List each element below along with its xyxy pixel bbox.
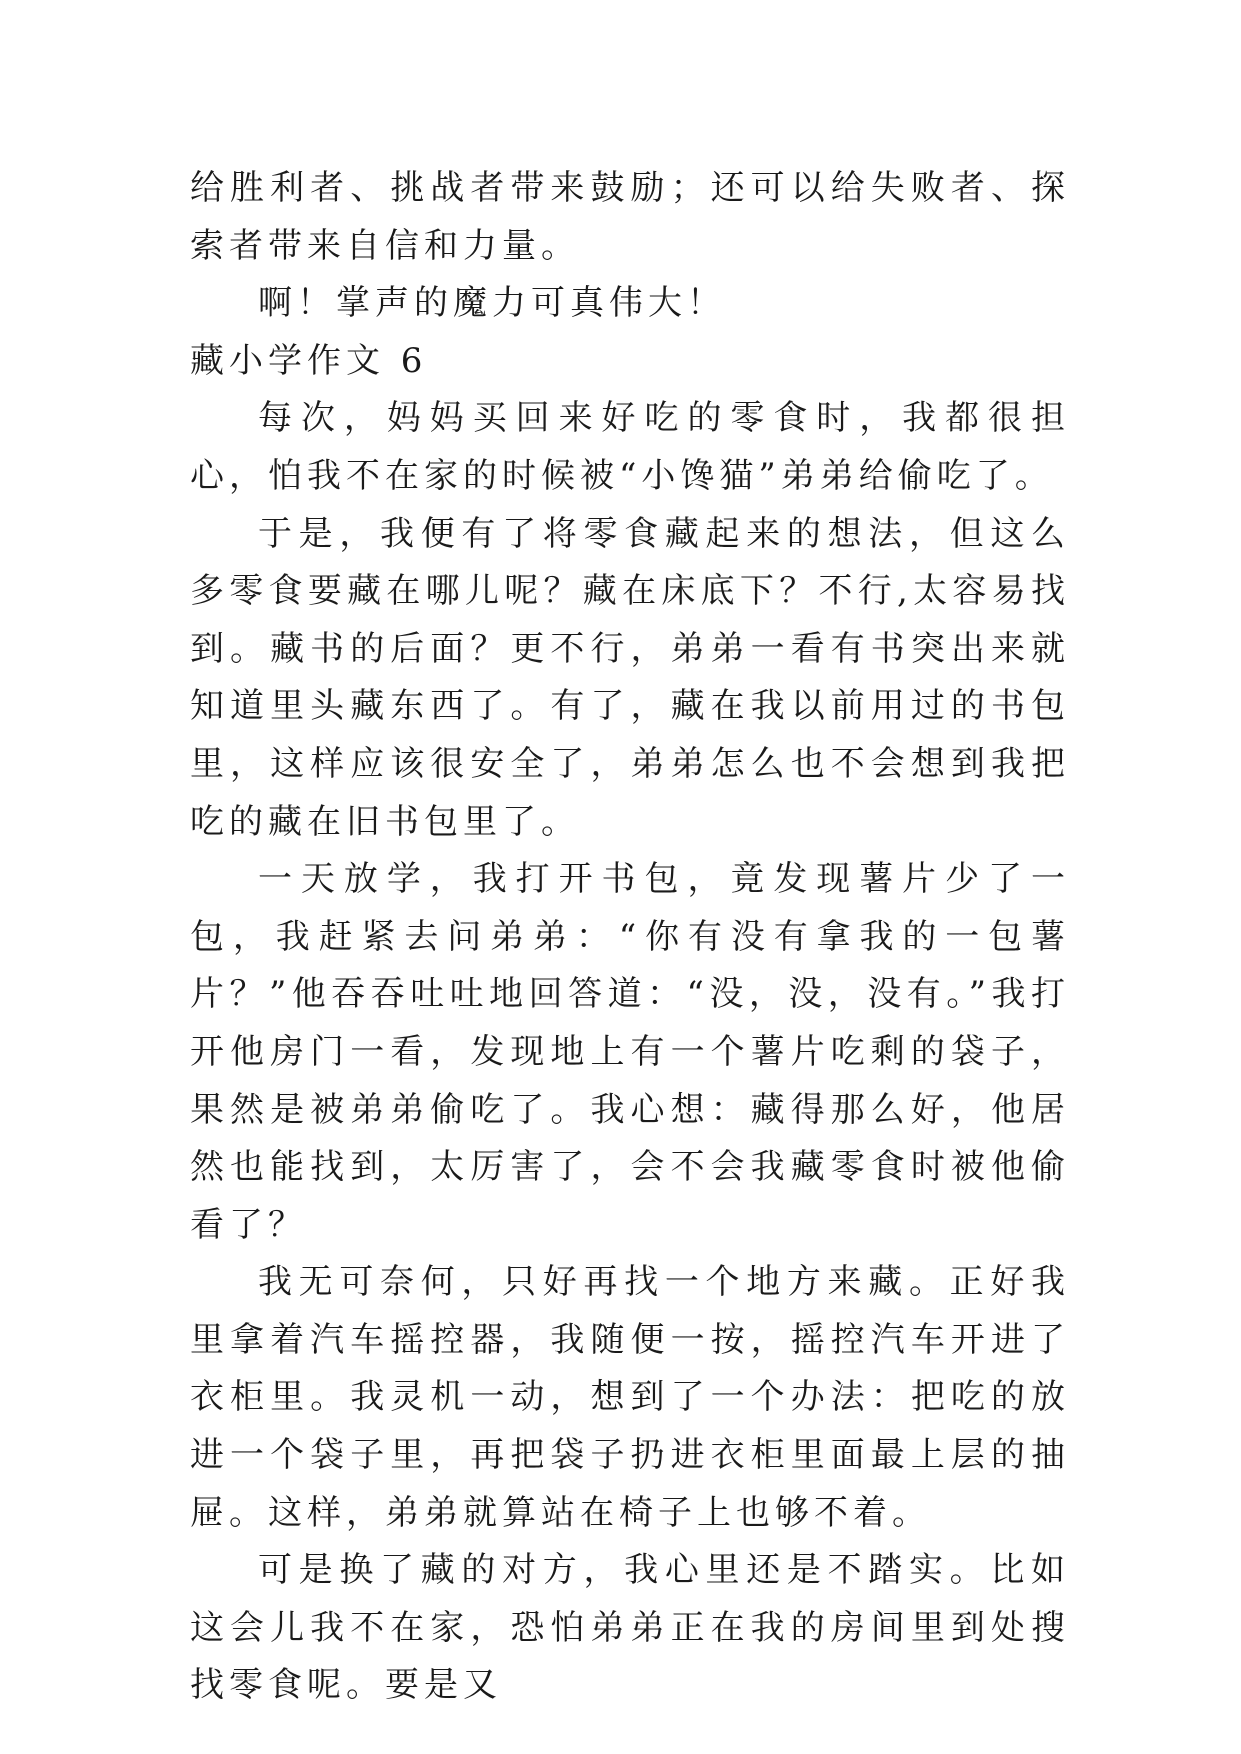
- document-body: [190, 160, 1070, 1715]
- paragraph: 每次，妈妈买回来好吃的零食时，我都很担心，怕我不在家的时候被“小馋猫”弟弟给偷吃了。: [190, 398, 1070, 496]
- paragraph: 一天放学，我打开书包，竟发现薯片少了一包，我赶紧去问弟弟：“你有没有拿我的一包薯片？”他吞吞吐吐地回答道：“没，没，没有。”我打开他房门一看，发现地上有一个薯片吃剩的袋子，果然是被弟弟偷吃了。我心想：藏得那么好，他居然也能找到，太厉害了，会不会我藏零食时被他偷看了？: [190, 859, 1070, 1245]
- paragraph: 可是换了藏的对方，我心里还是不踏实。比如这会儿我不在家，恐怕弟弟正在我的房间里到处搜找零食呢。要是又: [190, 1550, 1070, 1706]
- section-title: 藏小学作文 6: [190, 340, 428, 381]
- paragraph-continued: 给胜利者、挑战者带来鼓励；还可以给失败者、探索者带来自信和力量。: [190, 168, 1070, 266]
- paragraph-exclamation: 啊！掌声的魔力可真伟大！: [258, 283, 726, 324]
- paragraph: 我无可奈何，只好再找一个地方来藏。正好我里拿着汽车摇控器，我随便一按，摇控汽车开进了衣柜里。我灵机一动，想到了一个办法：把吃的放进一个袋子里，再把袋子扔进衣柜里面最上层的抽屉。这样，弟弟就算站在椅子上也够不着。: [190, 1262, 1070, 1533]
- paragraph: 于是，我便有了将零食藏起来的想法，但这么多零食要藏在哪儿呢？藏在床底下？不行,太容易找到。藏书的后面？更不行，弟弟一看有书突出来就知道里头藏东西了。有了，藏在我以前用过的书包里，这样应该很安全了，弟弟怎么也不会想到我把吃的藏在旧书包里了。: [190, 513, 1070, 842]
